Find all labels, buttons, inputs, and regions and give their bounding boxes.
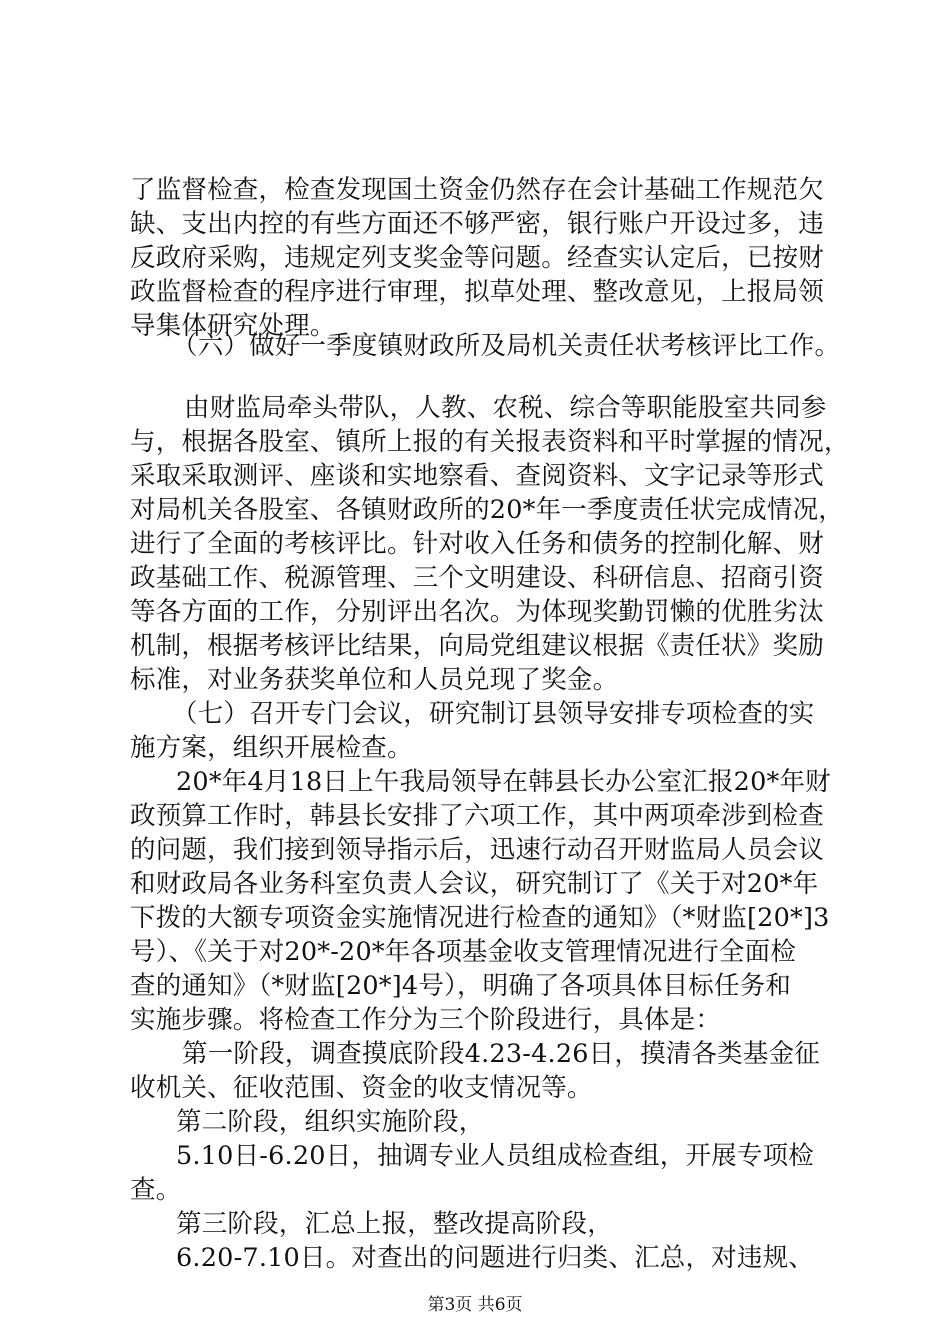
page-footer: 第3页 共6页 xyxy=(427,1295,523,1315)
text-line: 政监督检查的程序进行审理，拟草处理、整改意见，上报局领 xyxy=(130,277,824,307)
text-line: 查。 xyxy=(130,1175,182,1205)
text-line: 机制，根据考核评比结果，向局党组建议根据《责任状》奖励 xyxy=(130,631,824,661)
text-line: 号）、《关于对20*-20*年各项基金收支管理情况进行全面检 xyxy=(130,937,797,967)
text-line: 采取采取测评、座谈和实地察看、查阅资料、文字记录等形式 xyxy=(130,461,824,491)
section-heading: （六）做好一季度镇财政所及局机关责任状考核评比工作。 xyxy=(172,331,841,361)
text-line: 第二阶段，组织实施阶段， xyxy=(176,1107,485,1137)
text-line: 与，根据各股室、镇所上报的有关报表资料和平时掌握的情况， xyxy=(130,427,850,457)
text-line: 标准，对业务获奖单位和人员兑现了奖金。 xyxy=(130,665,619,695)
text-line: 反政府采购，违规定列支奖金等问题。经查实认定后，已按财 xyxy=(130,243,824,273)
text-line: 第三阶段，汇总上报，整改提高阶段， xyxy=(176,1209,613,1239)
text-line: 缺、支出内控的有些方面还不够严密，银行账户开设过多，违 xyxy=(130,209,824,239)
text-line: 等各方面的工作，分别评出名次。为体现奖勤罚懒的优胜劣汰 xyxy=(130,597,824,627)
text-line: 收机关、征收范围、资金的收支情况等。 xyxy=(130,1073,593,1103)
text-line: 导集体研究处理。 xyxy=(130,311,336,341)
text-line: 查的通知》（*财监[20*]4号），明确了各项具体目标任务和 xyxy=(130,971,792,1001)
text-line: 6.20-7.10日。对查出的问题进行归类、汇总，对违规、 xyxy=(176,1243,814,1273)
text-line: 对局机关各股室、各镇财政所的20*年一季度责任状完成情况， xyxy=(130,495,844,525)
text-line: 政基础工作、税源管理、三个文明建设、科研信息、招商引资 xyxy=(130,563,824,593)
text-line: 了监督检查，检查发现国土资金仍然存在会计基础工作规范欠 xyxy=(130,175,824,205)
section-heading: （七）召开专门会议，研究制订县领导安排专项检查的实 xyxy=(172,699,815,729)
text-line: 由财监局牵头带队，人教、农税、综合等职能股室共同参 xyxy=(184,393,827,423)
text-line: 进行了全面的考核评比。针对收入任务和债务的控制化解、财 xyxy=(130,529,824,559)
text-line: 5.10日-6.20日，抽调专业人员组成检查组，开展专项检 xyxy=(176,1141,814,1171)
text-line: 的问题，我们接到领导指示后，迅速行动召开财监局人员会议 xyxy=(130,835,824,865)
text-line: 施方案，组织开展检查。 xyxy=(130,733,413,763)
text-line: 第一阶段，调查摸底阶段4.23-4.26日，摸清各类基金征 xyxy=(182,1039,820,1069)
text-line: 20*年4月18日上午我局领导在韩县长办公室汇报20*年财 xyxy=(176,767,831,797)
text-line: 下拨的大额专项资金实施情况进行检查的通知》（*财监[20*]3 xyxy=(130,903,830,933)
text-line: 和财政局各业务科室负责人会议，研究制订了《关于对20*年 xyxy=(130,869,819,899)
text-line: 实施步骤。将检查工作分为三个阶段进行，具体是： xyxy=(130,1005,722,1035)
text-line: 政预算工作时，韩县长安排了六项工作，其中两项牵涉到检查 xyxy=(130,801,824,831)
